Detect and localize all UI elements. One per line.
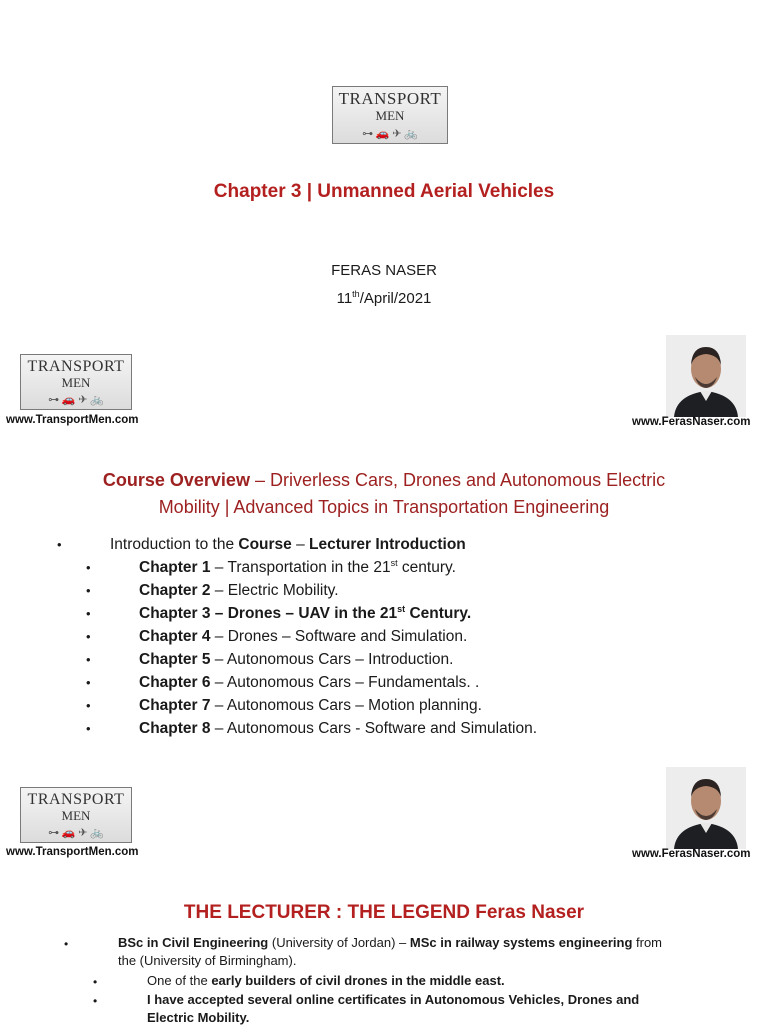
lecturer-photo xyxy=(666,767,746,849)
lecturer-degrees: BSc in Civil Engineering (University of Jordan) – MSc in railway systems engineering from xyxy=(118,935,663,950)
list-item-chapter-8: Chapter 8 – Autonomous Cars - Software and Simulation. xyxy=(139,720,538,737)
list-item-intro: Introduction to the Course – Lecturer Introduction xyxy=(110,536,466,553)
transport-icons: ⊶ 🚗 ✈ 🚲 xyxy=(48,394,104,406)
lecturer-certificates-cont: Electric Mobility. xyxy=(147,1010,250,1025)
bullet: • xyxy=(86,652,91,667)
list-item-chapter-6: Chapter 6 – Autonomous Cars – Fundamentals. . xyxy=(139,674,480,691)
list-item-chapter-7: Chapter 7 – Autonomous Cars – Motion planning. xyxy=(139,697,482,714)
transport-icons: ⊶ 🚗 ✈ 🚲 xyxy=(48,827,104,839)
ferasnaser-site-link[interactable]: www.FerasNaser.com xyxy=(632,848,751,860)
ferasnaser-site-link[interactable]: www.FerasNaser.com xyxy=(632,416,751,428)
bullet: • xyxy=(64,937,69,951)
overview-line-2: Mobility | Advanced Topics in Transportation Engineering xyxy=(158,497,610,517)
portrait-icon xyxy=(666,767,746,849)
list-item-chapter-4: Chapter 4 – Drones – Software and Simulation. xyxy=(139,628,468,645)
transportmen-logo-small: TRANSPORT MEN ⊶ 🚗 ✈ 🚲 xyxy=(20,787,132,843)
transportmen-logo: TRANSPORT MEN ⊶ 🚗 ✈ 🚲 xyxy=(332,86,448,144)
portrait-icon xyxy=(666,335,746,417)
bullet: • xyxy=(86,675,91,690)
lecturer-degrees-cont: the (University of Birmingham). xyxy=(118,953,297,968)
list-item-chapter-3: Chapter 3 – Drones – UAV in the 21st Century. xyxy=(139,603,472,622)
lecturer-heading: THE LECTURER : THE LEGEND Feras Naser xyxy=(183,902,585,923)
cover-author: FERAS NASER xyxy=(331,262,437,279)
transportmen-site-link[interactable]: www.TransportMen.com xyxy=(6,846,139,858)
bullet: • xyxy=(93,975,98,989)
bullet: • xyxy=(93,994,98,1008)
bullet: • xyxy=(86,721,91,736)
course-overview xyxy=(0,467,768,521)
list-item-chapter-5: Chapter 5 – Autonomous Cars – Introduction. xyxy=(139,651,454,668)
transportmen-logo-small: TRANSPORT MEN ⊶ 🚗 ✈ 🚲 xyxy=(20,354,132,410)
cover-title: Chapter 3 | Unmanned Aerial Vehicles xyxy=(213,181,555,202)
transportmen-site-link[interactable]: www.TransportMen.com xyxy=(6,414,139,426)
list-item-chapter-1: Chapter 1 – Transportation in the 21st century. xyxy=(139,557,456,576)
cover-date: 11th/April/2021 xyxy=(336,289,432,307)
bullet: • xyxy=(86,606,91,621)
bullet: • xyxy=(86,560,91,575)
bullet: • xyxy=(86,698,91,713)
lecturer-photo xyxy=(666,335,746,417)
bullet: • xyxy=(86,629,91,644)
transport-icons: ⊶ 🚗 ✈ 🚲 xyxy=(362,128,418,140)
list-item-chapter-2: Chapter 2 – Electric Mobility. xyxy=(139,582,339,599)
bullet: • xyxy=(57,537,62,552)
lecturer-certificates: I have accepted several online certificates in Autonomous Vehicles, Drones and xyxy=(147,992,640,1007)
lecturer-drones: One of the early builders of civil drones in the middle east. xyxy=(147,973,505,988)
overview-heading: Course Overview xyxy=(102,470,250,490)
bullet: • xyxy=(86,583,91,598)
overview-line-1: Course Overview – Driverless Cars, Drones and Autonomous Electric xyxy=(102,470,666,490)
